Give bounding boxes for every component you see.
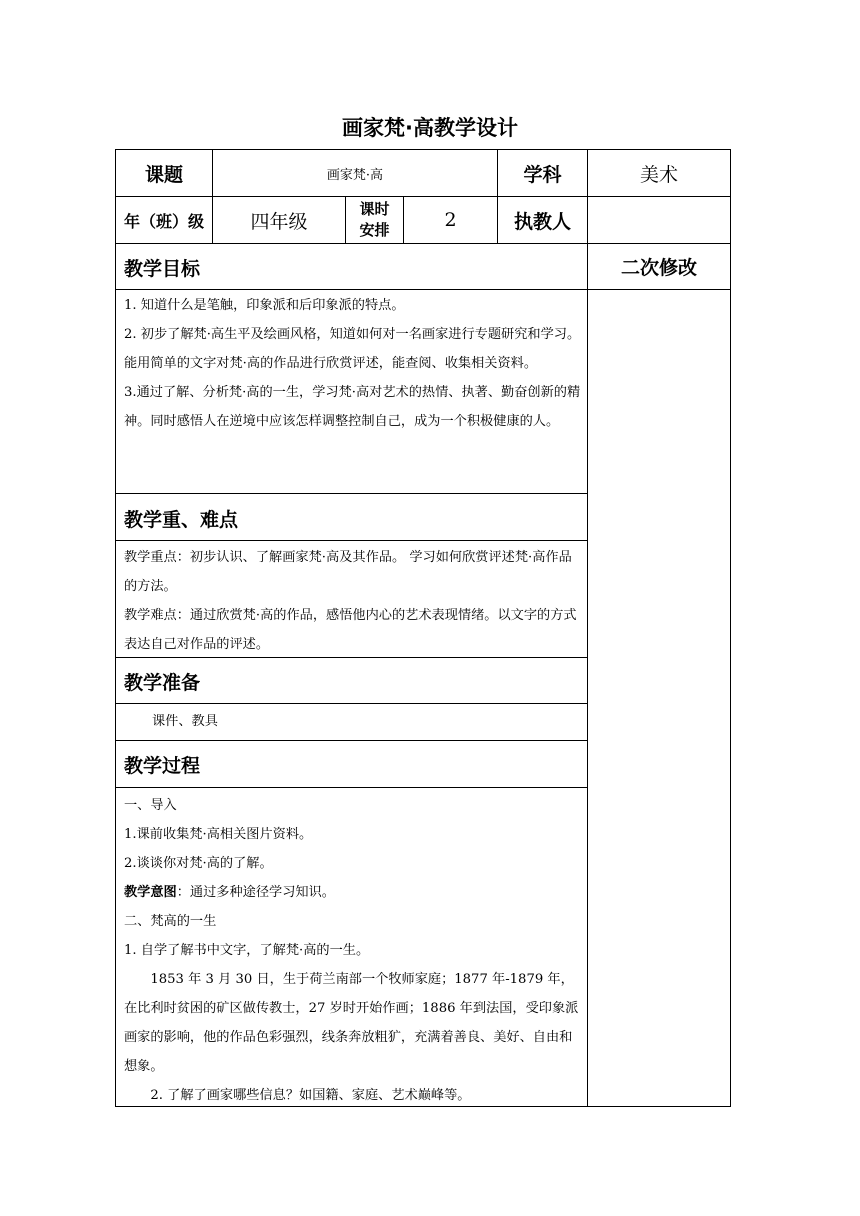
process-item: 1.课前收集梵·高相关图片资料。 — [124, 827, 313, 842]
process-heading: 教学过程 — [124, 755, 201, 777]
process-part-title: 二、梵高的一生 — [124, 914, 217, 929]
goal-item: 2. 初步了解梵·高生平及绘画风格，知道如何对一名画家进行专题研究和学习。能用简单的文字对梵·高的作品进行欣赏评述，能查阅、收集相关资料。 — [124, 327, 581, 371]
topic-value: 画家梵·高 — [326, 167, 384, 183]
intent-text: ：通过多种途径学习知识。 — [176, 885, 335, 900]
goals-heading: 教学目标 — [124, 258, 201, 280]
teacher-value — [588, 197, 730, 243]
row-divider — [115, 703, 587, 704]
revision-label: 二次修改 — [620, 257, 697, 279]
intent-line — [124, 878, 582, 907]
goals-text — [124, 291, 582, 436]
subject-value: 美术 — [639, 163, 678, 186]
subject-label: 学科 — [523, 163, 562, 186]
process-text — [124, 791, 582, 1110]
focus-text — [124, 543, 582, 659]
prep-heading: 教学准备 — [124, 672, 201, 694]
focus-heading: 教学重、难点 — [124, 509, 239, 531]
grade-value: 四年级 — [250, 210, 308, 233]
process-item: 2. 了解了画家哪些信息？如国籍、家庭、艺术巅峰等。 — [150, 1088, 471, 1103]
page-title: 画家梵·高教学设计 — [342, 116, 518, 140]
row-divider — [115, 493, 587, 494]
row-divider — [115, 289, 731, 290]
goal-item: 3.通过了解、分析梵·高的一生，学习梵·高对艺术的热情、执著、勤奋创新的精神。同时感悟人在逆境中应该怎样调整控制自己，成为一个积极健康的人。 — [124, 385, 581, 429]
row-divider — [115, 787, 587, 788]
biography-paragraph: 1853 年 3 月 30 日，生于荷兰南部一个牧师家庭；1877 年-1879 年，在比利时贫困的矿区做传教士，27 岁时开始作画；1886 年到法国，受印象派画家的影响，他的作品色彩强烈，线条奔放粗犷，充满着善良、美好、自由和想象。 — [124, 972, 579, 1074]
intent-label: 教学意图 — [124, 885, 177, 900]
row-divider — [115, 540, 587, 541]
process-item: 2.谈谈你对梵·高的了解。 — [124, 856, 273, 871]
goal-item: 1. 知道什么是笔触，印象派和后印象派的特点。 — [124, 298, 405, 313]
process-part-title: 一、导入 — [124, 798, 177, 813]
teacher-label: 执教人 — [513, 210, 571, 233]
prep-text: 课件、教具 — [152, 714, 218, 729]
topic-label: 课题 — [144, 163, 183, 186]
period-label: 课时安排 — [359, 200, 390, 239]
period-value: 2 — [444, 209, 457, 231]
col-divider — [587, 149, 588, 1107]
grade-label: 年（班）级 — [123, 211, 204, 231]
process-item: 1. 自学了解书中文字，了解梵·高的一生。 — [124, 943, 370, 958]
focus-item: 教学重点：初步认识、了解画家梵·高及其作品。 学习如何欣赏评述梵·高作品的方法。 — [124, 550, 572, 594]
row-divider — [115, 740, 587, 741]
focus-item: 教学难点：通过欣赏梵·高的作品，感悟他内心的艺术表现情绪。以文字的方式表达自己对作品的评述。 — [124, 608, 577, 652]
